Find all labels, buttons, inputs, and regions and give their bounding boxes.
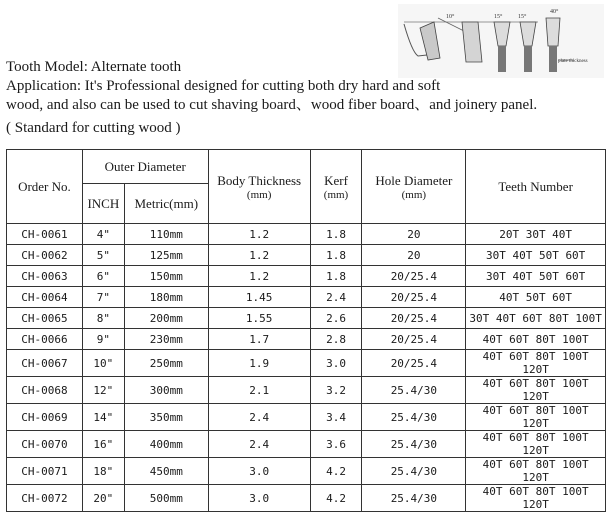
angle-label-15b: 15°: [518, 14, 527, 20]
cell-metric: 400mm: [124, 431, 208, 458]
header-hole-diameter-label: Hole Diameter: [375, 172, 453, 188]
cell-kerf: 2.6: [310, 308, 362, 329]
cell-body-thickness: 1.9: [208, 350, 310, 377]
cell-teeth-number: 40T 60T 80T 100T: [466, 329, 606, 350]
cell-order: CH-0072: [7, 485, 83, 512]
angle-label-40: 40°: [550, 9, 559, 15]
header-kerf-label: Kerf: [324, 172, 348, 188]
cell-inch: 9": [82, 329, 124, 350]
header-kerf: [310, 150, 362, 224]
cell-body-thickness: 2.4: [208, 404, 310, 431]
table-row: [7, 224, 606, 245]
standard-note: ( Standard for cutting wood ): [6, 120, 181, 136]
cell-metric: 110mm: [124, 224, 208, 245]
cell-metric: 500mm: [124, 485, 208, 512]
angle-label-10: 10°: [446, 14, 455, 20]
cell-order: CH-0066: [7, 329, 83, 350]
cell-order: CH-0070: [7, 431, 83, 458]
cell-body-thickness: 1.2: [208, 224, 310, 245]
cell-order: CH-0065: [7, 308, 83, 329]
table-row: [7, 287, 606, 308]
table-row: [7, 485, 606, 512]
angle-label-15a: 15°: [494, 14, 503, 20]
table-row: [7, 431, 606, 458]
cell-hole-diameter: 25.4/30: [362, 485, 466, 512]
cell-body-thickness: 1.45: [208, 287, 310, 308]
cell-hole-diameter: 20: [362, 224, 466, 245]
cell-kerf: 2.4: [310, 287, 362, 308]
header-body-thickness-unit: (mm): [246, 188, 272, 201]
table-row: [7, 404, 606, 431]
cell-teeth-number: 40T 60T 80T 100T 120T: [466, 485, 606, 512]
cell-hole-diameter: 20/25.4: [362, 308, 466, 329]
cell-hole-diameter: 20/25.4: [362, 266, 466, 287]
cell-order: CH-0068: [7, 377, 83, 404]
cell-kerf: 1.8: [310, 245, 362, 266]
cell-kerf: 1.8: [310, 266, 362, 287]
cell-kerf: 4.2: [310, 485, 362, 512]
cell-inch: 6": [82, 266, 124, 287]
cell-metric: 450mm: [124, 458, 208, 485]
cell-inch: 4": [82, 224, 124, 245]
cell-order: CH-0061: [7, 224, 83, 245]
product-description: [6, 58, 606, 115]
cell-metric: 125mm: [124, 245, 208, 266]
cell-body-thickness: 1.7: [208, 329, 310, 350]
cell-teeth-number: 30T 40T 60T 80T 100T: [466, 308, 606, 329]
cell-teeth-number: 30T 40T 50T 60T: [466, 266, 606, 287]
cell-body-thickness: 1.2: [208, 266, 310, 287]
cell-inch: 7": [82, 287, 124, 308]
cell-hole-diameter: 25.4/30: [362, 377, 466, 404]
cell-order: CH-0067: [7, 350, 83, 377]
header-body-thickness-label: Body Thickness: [217, 172, 302, 188]
header-order-no: Order No.: [7, 150, 83, 224]
cell-teeth-number: 40T 60T 80T 100T 120T: [466, 377, 606, 404]
cell-inch: 5": [82, 245, 124, 266]
table-row: [7, 245, 606, 266]
cell-hole-diameter: 20/25.4: [362, 329, 466, 350]
cell-metric: 180mm: [124, 287, 208, 308]
header-outer-diameter: Outer Diameter: [82, 150, 208, 184]
header-metric: Metric(mm): [124, 184, 208, 224]
cell-metric: 350mm: [124, 404, 208, 431]
cell-teeth-number: 30T 40T 50T 60T: [466, 245, 606, 266]
cell-metric: 300mm: [124, 377, 208, 404]
cell-hole-diameter: 25.4/30: [362, 431, 466, 458]
table-row: [7, 329, 606, 350]
cell-body-thickness: 2.1: [208, 377, 310, 404]
cell-body-thickness: 3.0: [208, 485, 310, 512]
cell-inch: 20": [82, 485, 124, 512]
cell-kerf: 2.8: [310, 329, 362, 350]
cell-body-thickness: 1.2: [208, 245, 310, 266]
header-hole-diameter: [362, 150, 466, 224]
cell-inch: 16": [82, 431, 124, 458]
header-hole-diameter-unit: (mm): [401, 188, 427, 201]
cell-hole-diameter: 20/25.4: [362, 350, 466, 377]
cell-metric: 200mm: [124, 308, 208, 329]
plate-thickness-label: plate thickness: [558, 59, 588, 64]
cell-teeth-number: 40T 60T 80T 100T 120T: [466, 350, 606, 377]
cell-teeth-number: 40T 60T 80T 100T 120T: [466, 458, 606, 485]
application-text-line2: wood, and also can be used to cut shaving board、wood fiber board、and joinery panel.: [6, 97, 538, 113]
cell-order: CH-0071: [7, 458, 83, 485]
cell-hole-diameter: 25.4/30: [362, 458, 466, 485]
cell-teeth-number: 40T 60T 80T 100T 120T: [466, 404, 606, 431]
cell-hole-diameter: 20/25.4: [362, 287, 466, 308]
cell-teeth-number: 40T 50T 60T: [466, 287, 606, 308]
header-kerf-unit: (mm): [323, 188, 349, 201]
table-row: [7, 377, 606, 404]
tooth-model-text: Tooth Model: Alternate tooth: [6, 59, 182, 75]
table-row: [7, 266, 606, 287]
cell-order: CH-0063: [7, 266, 83, 287]
cell-inch: 12": [82, 377, 124, 404]
table-row: [7, 458, 606, 485]
cell-order: CH-0062: [7, 245, 83, 266]
header-body-thickness: [208, 150, 310, 224]
cell-teeth-number: 20T 30T 40T: [466, 224, 606, 245]
cell-metric: 230mm: [124, 329, 208, 350]
cell-teeth-number: 40T 60T 80T 100T 120T: [466, 431, 606, 458]
cell-hole-diameter: 25.4/30: [362, 404, 466, 431]
cell-metric: 250mm: [124, 350, 208, 377]
table-row: [7, 308, 606, 329]
cell-inch: 8": [82, 308, 124, 329]
cell-kerf: 3.6: [310, 431, 362, 458]
cell-kerf: 4.2: [310, 458, 362, 485]
header-inch: INCH: [82, 184, 124, 224]
cell-metric: 150mm: [124, 266, 208, 287]
cell-kerf: 3.2: [310, 377, 362, 404]
cell-body-thickness: 2.4: [208, 431, 310, 458]
table-row: [7, 350, 606, 377]
cell-inch: 18": [82, 458, 124, 485]
cell-inch: 14": [82, 404, 124, 431]
spec-table: [6, 149, 606, 512]
cell-body-thickness: 1.55: [208, 308, 310, 329]
cell-order: CH-0069: [7, 404, 83, 431]
cell-kerf: 3.4: [310, 404, 362, 431]
cell-hole-diameter: 20: [362, 245, 466, 266]
cell-kerf: 3.0: [310, 350, 362, 377]
header-teeth-number: Teeth Number: [466, 150, 606, 224]
application-text-line1: Application: It's Professional designed for cutting both dry hard and soft: [6, 78, 441, 94]
cell-body-thickness: 3.0: [208, 458, 310, 485]
cell-order: CH-0064: [7, 287, 83, 308]
cell-kerf: 1.8: [310, 224, 362, 245]
cell-inch: 10": [82, 350, 124, 377]
